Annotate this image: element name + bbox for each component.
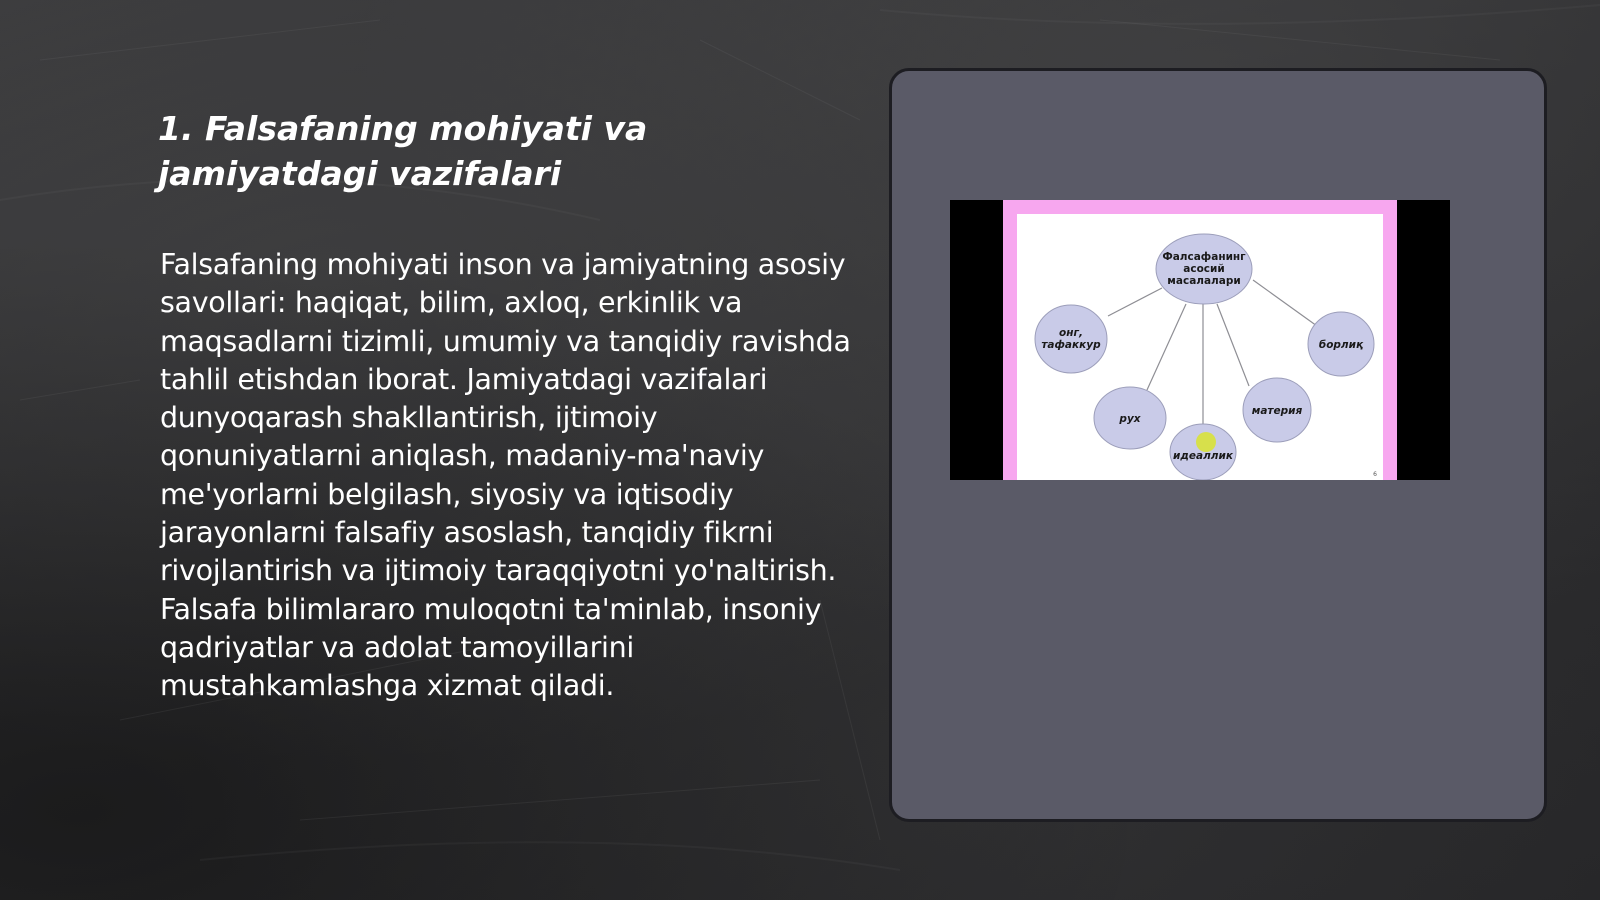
diagram-ong-label-1: онг, bbox=[1059, 327, 1083, 339]
diagram-idealizm-label: идеаллик bbox=[1173, 450, 1233, 462]
video-slide-number: 6 bbox=[1373, 471, 1377, 478]
diagram-ong-label-2: тафаккур bbox=[1041, 339, 1101, 351]
diagram-borliq-label: борлиқ bbox=[1318, 339, 1364, 351]
slide-body-text: Falsafaning mohiyati inson va jamiyatning asosiy savollari: haqiqat, bilim, axloq, erkinlik va maqsadlarni tizimli, umumiy va tanqidiy ravishda tahlil etishdan iborat. Jamiyatdagi vazifalari dunyoqarash shakllantirish, ijtimoiy qonuniyatlarni aniqlash, madaniy-ma'naviy me'yorlarni belgilash, siyosiy va iqtisodiy jarayonlarni falsafiy asoslash, tanqidiy fikrni rivojlantirish va ijtimoiy taraqqiyotni yo'naltirish. Falsafa bilimlararo muloqotni ta'minlab, insoniy qadriyatlar va adolat tamoyillarini mustahkamlashga xizmat qiladi. bbox=[160, 248, 851, 703]
cursor-highlight bbox=[1196, 432, 1216, 452]
slide-title: 1. Falsafaning mohiyati va jamiyatdagi vazifalari bbox=[158, 109, 648, 193]
video-player[interactable] bbox=[950, 200, 1450, 480]
diagram-center-label-1: Фалсафанинг bbox=[1162, 251, 1246, 263]
diagram-materiya-label: материя bbox=[1251, 405, 1303, 417]
diagram-ruh-label: рух bbox=[1119, 413, 1141, 425]
diagram-center-label-2: асосий bbox=[1183, 263, 1225, 275]
video-frame-content bbox=[950, 200, 1450, 480]
diagram-center-label-3: масалалари bbox=[1167, 275, 1241, 287]
